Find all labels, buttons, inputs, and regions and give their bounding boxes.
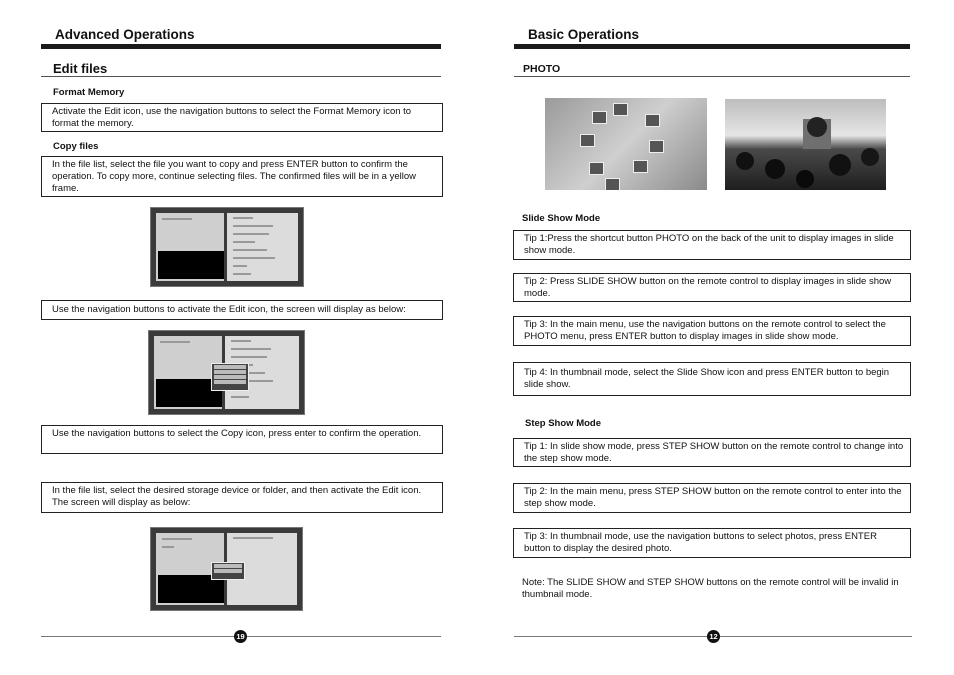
slide-show-title: Slide Show Mode xyxy=(522,213,601,224)
menu-icon-2 xyxy=(613,103,628,116)
slide-tip-1: Tip 1:Press the shortcut button PHOTO on the back of the unit to display images in slide show mode. xyxy=(513,230,911,260)
menu-icon-5 xyxy=(649,140,664,153)
step-tip-3: Tip 3: In thumbnail mode, use the navigation buttons to select photos, press ENTER button to display the desired photo. xyxy=(513,528,911,558)
menu-icon-4 xyxy=(580,134,595,147)
menu-icon-7 xyxy=(605,178,620,190)
copy-files-box-1: In the file list, select the file you want to copy and press ENTER button to confirm the operation. To copy more, continue selecting files. The confirmed files will be in a yellow frame. xyxy=(41,156,443,197)
right-page-header: Basic Operations xyxy=(528,27,640,42)
screenshot-file-list xyxy=(150,207,304,287)
copy-files-title: Copy files xyxy=(53,141,99,152)
screenshot-paste-menu xyxy=(150,527,303,611)
screenshot-edit-menu xyxy=(148,330,305,415)
edit-files-title: Edit files xyxy=(53,61,108,76)
copy-files-box-2: Use the navigation buttons to activate the Edit icon, the screen will display as below: xyxy=(41,300,443,320)
right-page-number: 12 xyxy=(707,630,720,643)
slide-tip-4: Tip 4: In thumbnail mode, select the Slide Show icon and press ENTER button to begin slide show. xyxy=(513,362,911,396)
photo-section-rule xyxy=(514,76,910,77)
step-tip-2: Tip 2: In the main menu, press STEP SHOW button on the remote control to enter into the step show mode. xyxy=(513,483,911,513)
copy-files-box-4: In the file list, select the desired storage device or folder, and then activate the Edit icon. The screen will display as below: xyxy=(41,482,443,513)
photo-section-title: PHOTO xyxy=(523,63,561,75)
slide-tip-2: Tip 2: Press SLIDE SHOW button on the remote control to display images in slide show mode. xyxy=(513,273,911,302)
left-page-header: Advanced Operations xyxy=(55,27,195,42)
edit-files-rule xyxy=(41,76,441,77)
menu-icon-6 xyxy=(589,162,604,175)
left-page-number: 19 xyxy=(234,630,247,643)
sunflower-photo xyxy=(725,99,886,190)
format-memory-box: Activate the Edit icon, use the navigation buttons to select the Format Memory icon to format the memory. xyxy=(41,103,443,132)
remote-note: Note: The SLIDE SHOW and STEP SHOW buttons on the remote control will be invalid in thumbnail mode. xyxy=(522,577,899,600)
photo-menu-image xyxy=(545,98,707,190)
step-tip-1: Tip 1: In slide show mode, press STEP SHOW button on the remote control to change into the step show mode. xyxy=(513,438,911,467)
menu-icon-1 xyxy=(592,111,607,124)
format-memory-title: Format Memory xyxy=(53,87,125,98)
menu-icon-8 xyxy=(633,160,648,173)
sunflower-graphic xyxy=(725,99,886,190)
menu-icon-3 xyxy=(645,114,660,127)
right-header-bar xyxy=(514,44,910,49)
left-header-bar xyxy=(41,44,441,49)
slide-tip-3: Tip 3: In the main menu, use the navigation buttons on the remote control to select the PHOTO menu, press ENTER button to display images in slide show mode. xyxy=(513,316,911,346)
copy-files-box-3: Use the navigation buttons to select the Copy icon, press enter to confirm the operation. xyxy=(41,425,443,454)
step-show-title: Step Show Mode xyxy=(525,418,601,429)
